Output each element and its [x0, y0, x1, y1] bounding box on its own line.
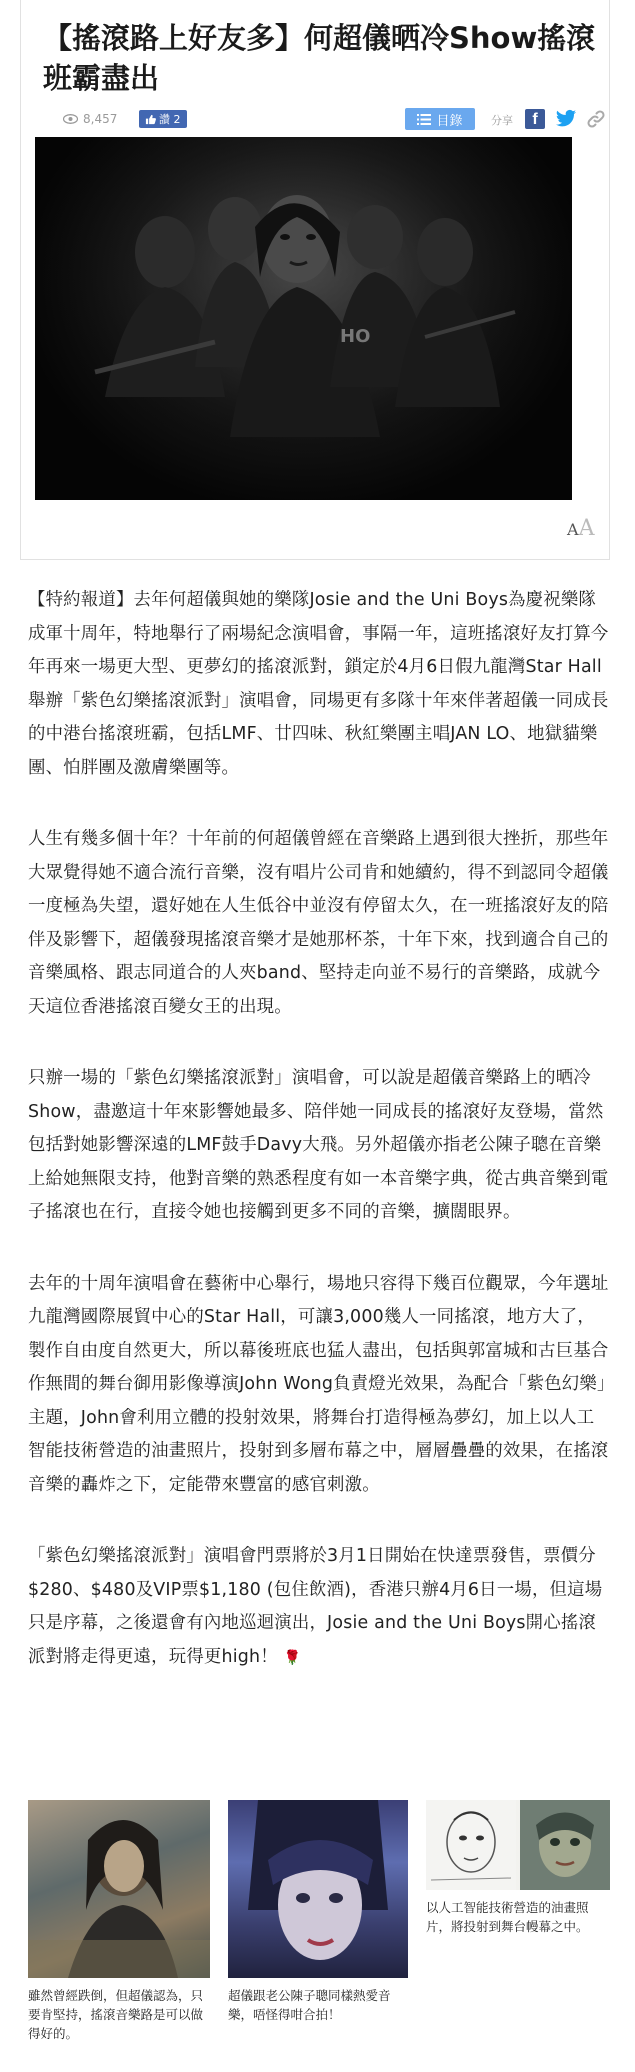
gallery-caption: 以人工智能技術營造的油畫照片，將投射到舞台幔幕之中。 — [426, 1900, 589, 1934]
like-label: 讚 2 — [159, 113, 181, 126]
article-body — [28, 584, 610, 1713]
rose-emoji: 🌹 — [283, 1649, 302, 1666]
eye-icon — [63, 114, 78, 124]
article-title: 【搖滾路上好友多】何超儀晒冷Show搖滾班霸盡出 — [43, 21, 596, 95]
list-icon — [417, 114, 431, 125]
photo-gallery — [28, 1800, 610, 2060]
article-meta-bar — [43, 108, 611, 132]
article-paragraph: 去年的十周年演唱會在藝術中心舉行，場地只容得下幾百位觀眾，今年選址九龍灣國際展貿中心的Star Hall，可讓3,000幾人一同搖滾，地方大了，製作自由度自然更大，所以幕後班底也猛人盡出，包括與郭富城和古巨基合作無間的舞台御用影像導演John Wong負責燈光效果，為配合「紫色幻樂」主題，John會利用立體的投射效果，將舞台打造得極為夢幻，加上以人工智能技術營造的油畫照片，投射到多層布幕之中，層層疊疊的效果，在搖滾音樂的轟炸之下，定能帶來豐富的感官刺激。 — [28, 1273, 609, 1495]
painted-portrait-illustration — [28, 1800, 210, 1978]
copy-link-icon[interactable] — [586, 109, 606, 129]
font-size-large[interactable]: A — [578, 516, 595, 541]
share-label: 分享 — [491, 114, 513, 127]
article-paragraph: 只辦一場的「紫色幻樂搖滾派對」演唱會，可以說是超儀音樂路上的晒冷Show，盡邀這十年來影響她最多、陪伴她一同成長的搖滾好友登場，當然包括對她影響深遠的LMF鼓手Davy大飛。另外超儀亦指老公陳子聰在音樂上給她無限支持，他對音樂的熟悉程度有如一本音樂字典，從古典音樂到電子搖滾也在行，直接令她也接觸到更多不同的音樂，擴闊眼界。 — [28, 1068, 609, 1222]
gallery-photo[interactable] — [228, 1800, 408, 1978]
gallery-item[interactable] — [28, 1800, 210, 2043]
gallery-photo[interactable] — [28, 1800, 210, 1978]
hero-band-photo — [35, 137, 572, 500]
facebook-like-button[interactable] — [139, 110, 187, 128]
font-size-control[interactable] — [567, 516, 594, 541]
article-paragraph-text: 「紫色幻樂搖滾派對」演唱會門票將於3月1日開始在快達票發售，票價分$280、$480及VIP票$1,180 (包住飲酒)，香港只辦4月6日一場，但這場只是序幕，之後還會有內地巡迴演出，Josie and the Uni Boys開心搖滾派對將走得更遠，玩得更high！ — [28, 1546, 603, 1667]
ai-oil-painting-illustration — [426, 1800, 610, 1890]
thumbs-up-icon — [145, 114, 156, 125]
view-count-value: 8,457 — [83, 112, 118, 126]
toc-label: 目錄 — [436, 113, 463, 129]
band-photo-illustration — [35, 137, 572, 500]
gallery-item[interactable] — [228, 1800, 408, 2024]
gallery-caption: 雖然曾經跌倒，但超儀認為，只要肯堅持，搖滾音樂路是可以做得好的。 — [28, 1988, 204, 2041]
gallery-item[interactable] — [426, 1800, 610, 1936]
gallery-caption: 超儀跟老公陳子聰同樣熱愛音樂，唔怪得咁合拍！ — [228, 1988, 391, 2022]
table-of-contents-button[interactable] — [405, 108, 475, 130]
painted-portrait-illustration — [228, 1800, 408, 1978]
font-size-small[interactable]: A — [567, 520, 579, 539]
view-count — [63, 112, 117, 126]
article-paragraph: 【特約報道】去年何超儀與她的樂隊Josie and the Uni Boys為慶祝樂隊成軍十周年，特地舉行了兩場紀念演唱會，事隔一年，這班搖滾好友打算今年再來一場更大型、更夢幻的搖滾派對，鎖定於4月6日假九龍灣Star Hall舉辦「紫色幻樂搖滾派對」演唱會，同場更有多隊十年來伴著超儀一同成長的中港台搖滾班霸，包括LMF、廿四味、秋紅樂團主唱JAN LO、地獄貓樂團、怕胖團及激膚樂團等。 — [28, 590, 609, 778]
twitter-share-icon[interactable] — [555, 109, 577, 129]
facebook-share-icon[interactable]: f — [525, 109, 545, 129]
article-paragraph: 人生有幾多個十年？十年前的何超儀曾經在音樂路上遇到很大挫折，那些年大眾覺得她不適合流行音樂，沒有唱片公司肯和她續約，得不到認同令超儀一度極為失望，還好她在人生低谷中並沒有停留太久，在一班搖滾好友的陪伴及影響下，超儀發現搖滾音樂才是她那杯茶，十年下來，找到適合自己的音樂風格、跟志同道合的人夾band、堅持走向並不易行的音樂路，成就今天這位香港搖滾百變女王的出現。 — [28, 829, 609, 1017]
svg-text:HO: HO — [340, 326, 371, 347]
gallery-photo[interactable] — [426, 1800, 610, 1890]
article-paragraph — [28, 1540, 610, 1675]
